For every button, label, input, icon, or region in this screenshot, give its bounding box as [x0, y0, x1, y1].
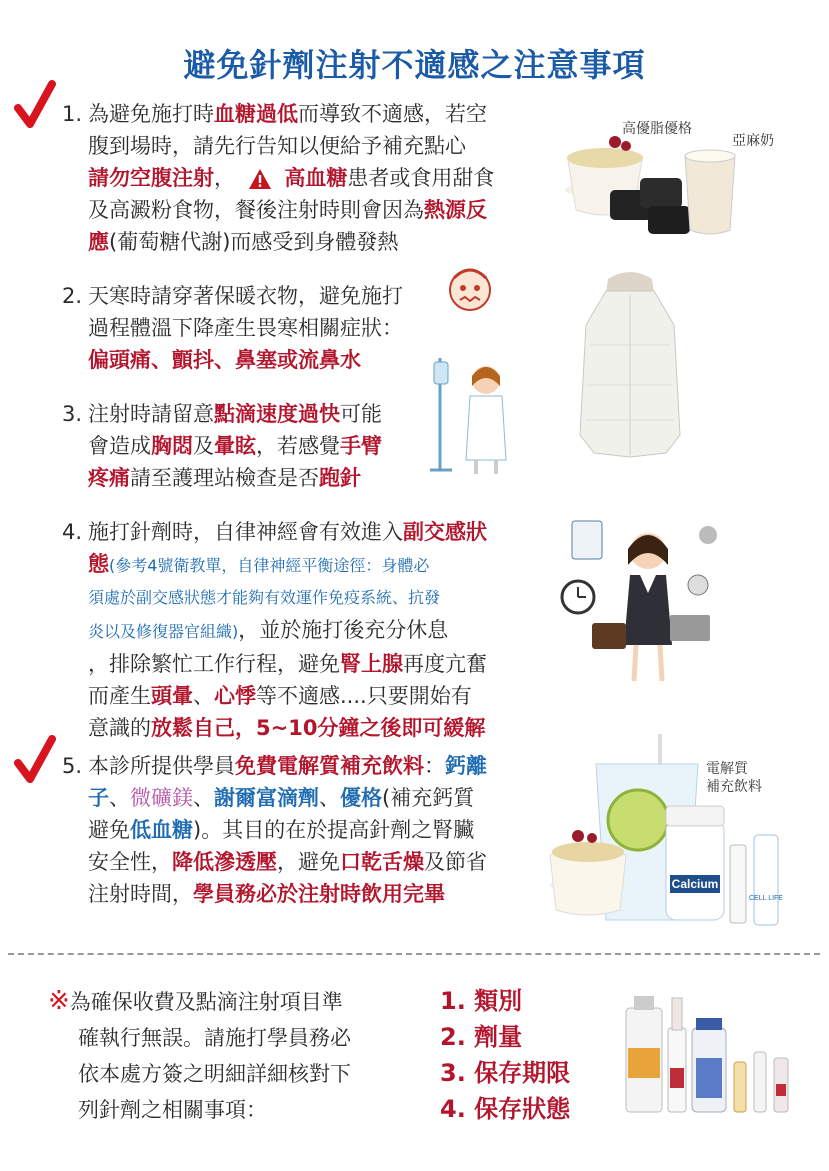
item-2: 2. 天寒時請穿著保暖衣物，避免施打 過程體溫下降產生畏寒相關症狀： 偏頭痛、顫抖、鼻塞或流鼻水 — [62, 284, 403, 372]
injection-vials-image — [620, 988, 810, 1118]
flax-milk-caption: 亞麻奶 — [732, 133, 774, 149]
nurse-iv-image — [428, 350, 518, 480]
red-check-icon — [14, 735, 56, 785]
busy-woman-multitasking-image — [548, 515, 748, 685]
cell-life-label: CELL LIFE — [749, 895, 783, 902]
calcium-label: Calcium — [671, 877, 719, 891]
item-1: 1. 為避免施打時血糖過低而導致不適感，若空 腹到場時，請先行告知以便給予補充點心 請勿空腹注射， 高血糖患者或食用甜食 及高澱粉食物，餐後注射時則會因為熱源反 應(葡萄糖代謝)而感受到身體發熱 — [62, 102, 495, 254]
red-check-icon — [14, 80, 56, 130]
white-coat-image — [570, 265, 690, 460]
checklist-item: 3. 保存期限 — [440, 1059, 571, 1087]
warning-icon — [248, 168, 272, 190]
checklist-item: 1. 類別 — [440, 987, 523, 1015]
verification-checklist — [440, 983, 570, 1127]
verification-note: ※為確保收費及點滴注射項目準 確執行無誤。請施打學員務必 依本處方簽之明細詳細核對下 列針劑之相關事項： — [48, 986, 351, 1122]
yogurt-caption: 高優脂優格 — [622, 121, 692, 137]
reference-mark-icon: ※ — [48, 986, 70, 1016]
electrolyte-drink-caption: 電解質 補充飲料 — [706, 761, 762, 795]
checklist-item: 2. 劑量 — [440, 1023, 523, 1051]
electrolyte-supplements-image — [548, 730, 788, 935]
shivering-person-icon — [440, 262, 500, 324]
item-3: 3. 注射時請留意點滴速度過快可能 會造成胸悶及暈眩，若感覺手臂 疼痛請至護理站檢查是否跑針 — [62, 402, 382, 490]
item-5: 5. 本診所提供學員免費電解質補充飲料：鈣離 子、微礦鎂、謝爾富滴劑、優格(補充鈣質 避免低血糖)。其目的在於提高針劑之腎臟 安全性，降低滲透壓，避免口乾舌燥及節省 注射時間，學員務必於注射時飲用完畢 — [62, 754, 487, 906]
yogurt-milk-image — [560, 120, 820, 250]
section-divider — [8, 953, 820, 955]
checklist-item: 4. 保存狀態 — [440, 1095, 571, 1123]
page-title: 避免針劑注射不適感之注意事項 — [183, 46, 646, 84]
item-4: 4. 施打針劑時，自律神經會有效進入副交感狀 態(參考4號衛教單，自律神經平衡途徑：身體必 須處於副交感狀態才能夠有效運作免疫系統、抗發 炎以及修復器官組織)，並於施打後充分休息 ，排除繁忙工作行程，避免腎上腺再度亢奮 而產生頭暈、心悸等不適感....只要開始有 意識的放鬆自己，5~10分鐘之後即可緩解 — [62, 520, 487, 740]
